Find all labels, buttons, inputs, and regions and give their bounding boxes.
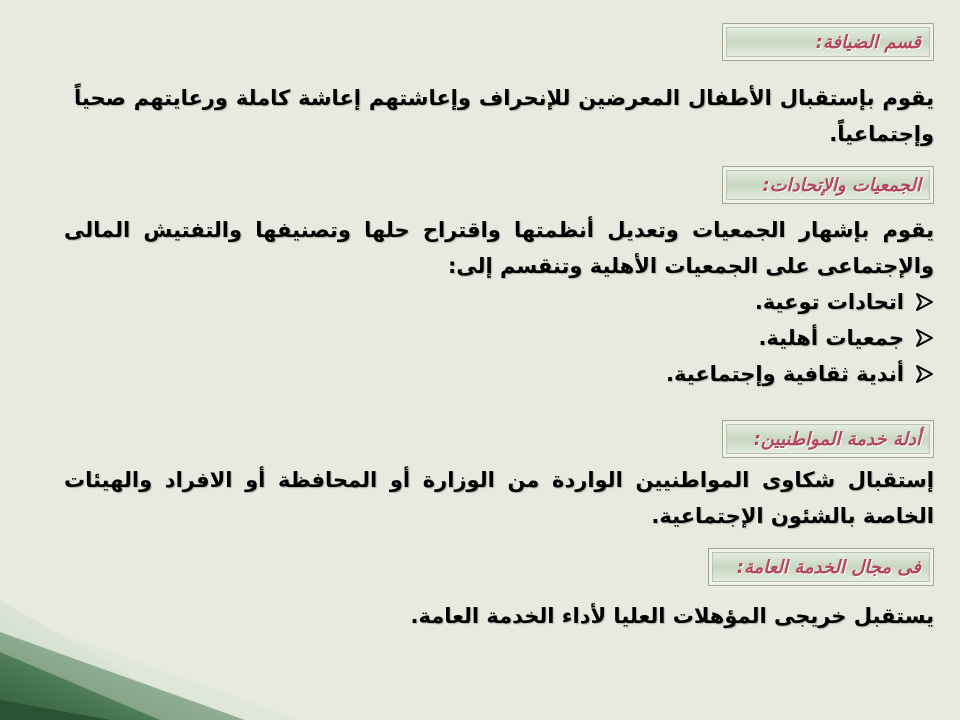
section-title-public-service (708, 548, 934, 586)
section-body-citizen-services (64, 462, 934, 534)
section-title-hospitality (722, 23, 934, 61)
list-item (64, 284, 934, 320)
arrowhead-outline-icon (914, 328, 934, 348)
section-title-text: فى مجال الخدمة العامة: (736, 556, 921, 578)
arrowhead-outline-icon (914, 292, 934, 312)
list-item (64, 320, 934, 356)
bullet-list (64, 284, 934, 392)
section-title-text: قسم الضيافة: (815, 31, 921, 53)
section-body-text: يقوم بإشهار الجمعيات وتعديل أنظمتها واقتراح حلها وتصنيفها والتفتيش المالى والإجتماعى على الجمعيات الأهلية وتنقسم إلى: (64, 218, 934, 278)
section-title-frame (726, 170, 930, 200)
section-title-frame (726, 27, 930, 57)
section-title-frame (726, 424, 930, 454)
section-body-text: إستقبال شكاوى المواطنيين الواردة من الوزارة أو المحافظة أو الافراد والهيئات الخاصة بالشئون الإجتماعية. (64, 468, 934, 528)
bullet-text: اتحادات توعية. (754, 290, 904, 314)
section-body-associations (64, 212, 934, 392)
section-title-frame (712, 552, 930, 582)
section-body-public-service (64, 598, 934, 634)
section-body-text: يقوم بإستقبال الأطفال المعرضين للإنحراف وإعاشتهم إعاشة كاملة ورعايتهم صحياً وإجتماعياً. (74, 86, 934, 146)
bullet-text: أندية ثقافية وإجتماعية. (666, 362, 904, 386)
section-title-citizen-services (722, 420, 934, 458)
arrowhead-outline-icon (914, 364, 934, 384)
bullet-text: جمعيات أهلية. (758, 326, 904, 350)
section-title-text: أدلة خدمة المواطنيين: (753, 428, 921, 450)
section-title-text: الجمعيات والإتحادات: (762, 174, 921, 196)
section-body-hospitality (74, 80, 934, 152)
section-title-associations (722, 166, 934, 204)
section-body-text: يستقبل خريجى المؤهلات العليا لأداء الخدمة العامة. (410, 604, 934, 628)
list-item (64, 356, 934, 392)
